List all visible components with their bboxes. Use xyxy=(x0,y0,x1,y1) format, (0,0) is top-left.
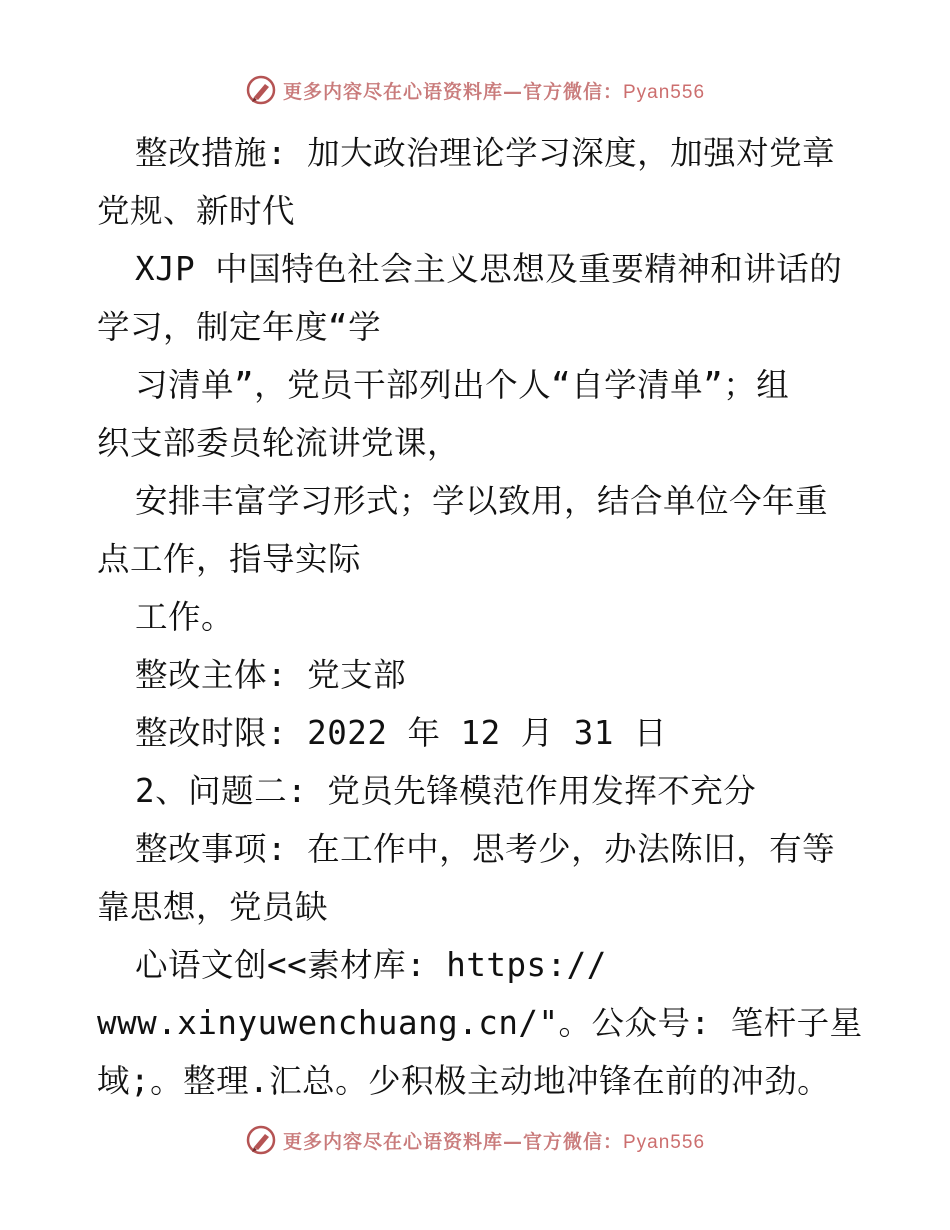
body-line: 学习，制定年度“学 xyxy=(97,308,382,346)
watermark-text: 更多内容尽在心语资料库—官方微信：Pyan556 xyxy=(282,1130,706,1153)
body-line: 心语文创<<素材库: https:// xyxy=(135,946,607,984)
body-line: 整改时限: 2022 年 12 月 31 日 xyxy=(135,714,667,752)
pen-logo-icon xyxy=(245,74,277,106)
body-line: 安排丰富学习形式；学以致用，结合单位今年重 xyxy=(135,482,829,520)
watermark-wechat-id: Pyan556 xyxy=(623,81,706,103)
body-line: 域;。整理.汇总。少积极主动地冲锋在前的冲劲。 xyxy=(97,1062,831,1100)
body-line: www.xinyuwenchuang.cn/"。公众号: 笔杆子星 xyxy=(97,1004,863,1042)
pen-logo-icon xyxy=(245,1124,277,1156)
body-line: 习清单”，党员干部列出个人“自学清单”；组 xyxy=(135,366,790,404)
footer-watermark xyxy=(0,1120,950,1160)
body-line: 织支部委员轮流讲党课， xyxy=(97,424,461,462)
header-watermark xyxy=(0,70,950,110)
section-heading: 2、问题二: 党员先锋模范作用发挥不充分 xyxy=(135,772,757,810)
body-line: 整改主体: 党支部 xyxy=(135,656,407,694)
body-line: XJP 中国特色社会主义思想及重要精神和讲话的 xyxy=(135,250,843,288)
body-line: 整改措施: 加大政治理论学习深度，加强对党章 xyxy=(135,134,836,172)
body-line: 靠思想，党员缺 xyxy=(97,888,329,926)
document-body xyxy=(97,124,863,1110)
watermark-wechat-id: Pyan556 xyxy=(623,1131,706,1153)
watermark-text: 更多内容尽在心语资料库—官方微信：Pyan556 xyxy=(282,80,706,103)
body-line: 整改事项: 在工作中，思考少，办法陈旧，有等 xyxy=(135,830,836,868)
body-line: 工作。 xyxy=(135,598,235,636)
body-line: 党规、新时代 xyxy=(97,192,296,230)
body-line: 点工作，指导实际 xyxy=(97,540,362,578)
